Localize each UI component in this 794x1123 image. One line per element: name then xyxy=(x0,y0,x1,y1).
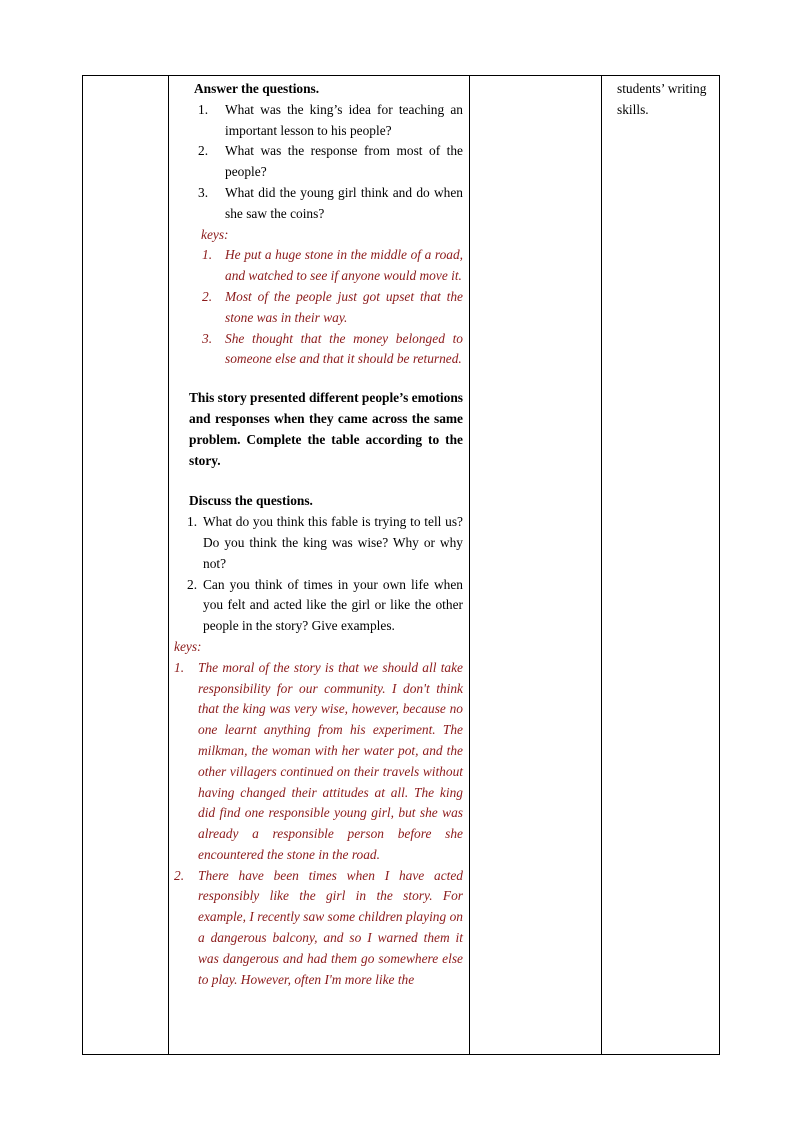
table-row xyxy=(83,76,720,1055)
question-number: 2. xyxy=(187,576,198,592)
table-cell-main xyxy=(169,76,470,1055)
key-number: 2. xyxy=(174,867,185,883)
key-number: 1. xyxy=(174,659,185,675)
question-text: What did the young girl think and do when she saw the coins? xyxy=(225,184,463,221)
list-item xyxy=(174,183,463,225)
list-item xyxy=(174,866,463,991)
list-item xyxy=(174,512,463,574)
keys-label: keys: xyxy=(174,638,202,654)
table-task-paragraph: This story presented different people’s emotions and responses when they came across the same problem. Complete the table according to the story. xyxy=(189,390,463,468)
answer-question-list xyxy=(174,100,463,225)
list-item xyxy=(174,100,463,142)
key-number: 3. xyxy=(202,330,213,346)
list-item xyxy=(174,575,463,637)
list-item xyxy=(174,141,463,183)
key-text: She thought that the money belonged to someone else and that it should be returned. xyxy=(225,330,463,367)
question-text: Can you think of times in your own life when you felt and acted like the girl or like the other people in the story? Give examples. xyxy=(203,576,463,634)
list-item xyxy=(174,287,463,329)
key-number: 2. xyxy=(202,288,213,304)
question-text: What was the king’s idea for teaching an important lesson to his people? xyxy=(225,101,463,138)
key-text: There have been times when I have acted responsibly like the girl in the story. For example, I recently saw some children playing on a dangerous balcony, and so I warned them it was dangerous and had them go somewhere else to play. However, often I'm more like the xyxy=(198,867,463,987)
table-cell-empty-middle xyxy=(470,76,602,1055)
key-text: The moral of the story is that we should all take responsibility for our community. I don't think that the king was very wise, however, because no one learnt anything from his experiment. The milkman, the woman with her water pot, and the other villagers continued on their travels without having changed their attitudes at all. The king did find one responsible young girl, but she was already a responsible person before she encountered the stone in the road. xyxy=(198,659,463,862)
question-number: 3. xyxy=(198,184,209,200)
question-number: 2. xyxy=(198,143,209,159)
answer-key-list xyxy=(174,245,463,370)
question-text: What was the response from most of the people? xyxy=(225,143,463,180)
question-number: 1. xyxy=(187,514,198,530)
key-text: He put a huge stone in the middle of a road, and watched to see if anyone would move it. xyxy=(225,247,463,284)
keys-label: keys: xyxy=(201,226,229,242)
key-text: Most of the people just got upset that the stone was in their way. xyxy=(225,288,463,325)
list-item xyxy=(174,658,463,866)
side-note: students’ writing skills. xyxy=(617,81,707,117)
list-item xyxy=(174,245,463,287)
discuss-question-list xyxy=(174,512,463,637)
list-item xyxy=(174,329,463,371)
discuss-key-list xyxy=(174,658,463,991)
question-text: What do you think this fable is trying to tell us? Do you think the king was wise? Why or why not? xyxy=(203,514,463,571)
table-cell-side xyxy=(602,76,720,1055)
lesson-plan-table xyxy=(82,75,720,1055)
table-cell-empty-left xyxy=(83,76,169,1055)
answer-heading: Answer the questions. xyxy=(194,81,320,96)
question-number: 1. xyxy=(198,101,209,117)
key-number: 1. xyxy=(202,247,213,263)
discuss-heading: Discuss the questions. xyxy=(189,493,313,509)
